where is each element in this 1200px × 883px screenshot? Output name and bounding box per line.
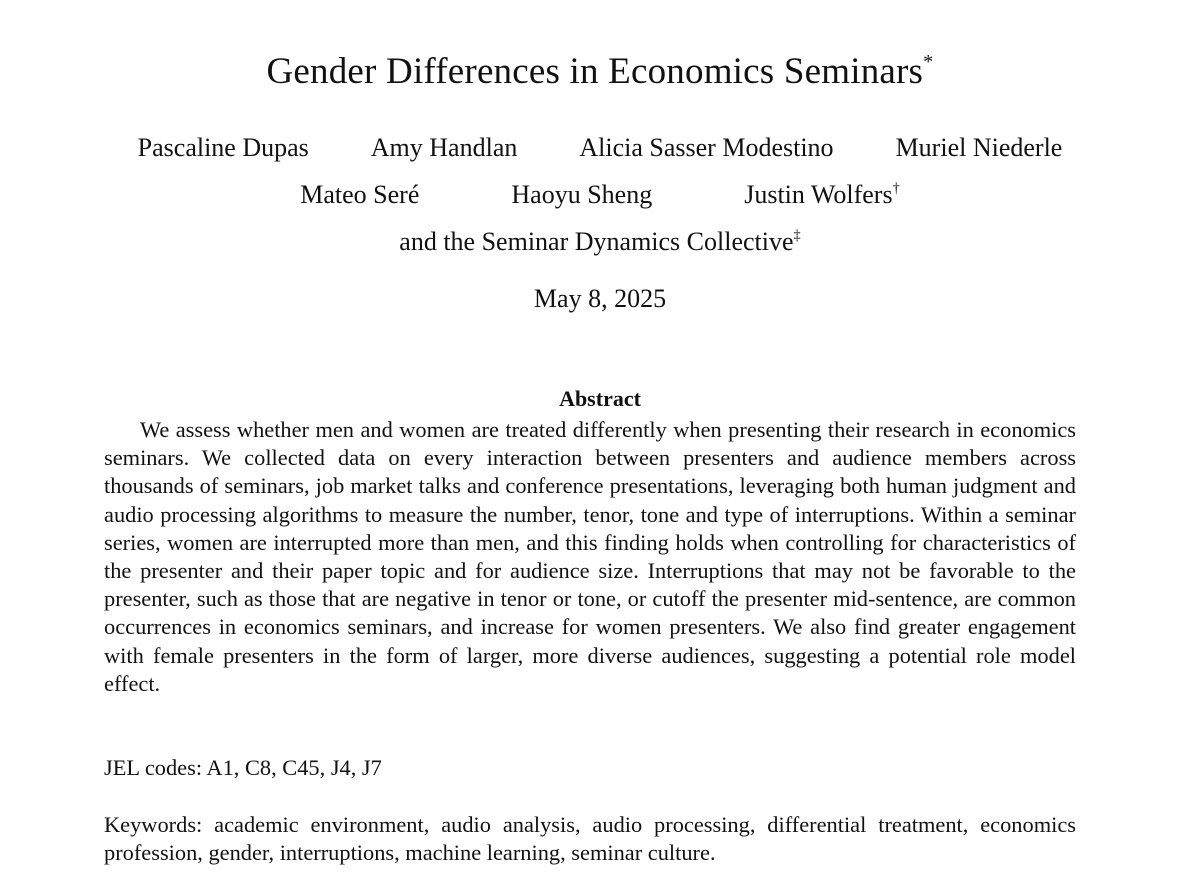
publication-date: May 8, 2025 <box>533 284 667 313</box>
author <box>300 178 419 212</box>
abstract-heading: Abstract <box>559 386 641 411</box>
paper-title <box>0 48 1200 96</box>
keywords-label: Keywords: <box>104 812 203 837</box>
author-name: Pascaline Dupas <box>137 133 309 162</box>
jel-label: JEL codes: <box>104 755 203 780</box>
author-name: Haoyu Sheng <box>511 180 653 209</box>
abstract-text: We assess whether men and women are treated differently when presenting their research in economics seminars. We collected data on every interaction between presenters and audience members across thousands of seminars, job market talks and conference presentations, leveraging both human judgment and audio processing algorithms to measure the number, tenor, tone and type of interruptions. Within a seminar series, women are interrupted more than men, and this finding holds when controlling for characteristics of the presenter and their paper topic and for audience size. Interruptions that may not be favorable to the presenter, such as those that are negative in tenor or tone, or cutoff the presenter mid-sentence, are common occurrences in economics seminars, and increase for women presenters. We also find greater engagement with female presenters in the form of larger, more diverse audiences, suggesting a potential role model effect. <box>104 417 1076 696</box>
jel-codes-value: A1, C8, C45, J4, J7 <box>206 755 382 780</box>
author-footnote-mark: † <box>892 180 900 197</box>
author <box>579 131 833 165</box>
author-name: Justin Wolfers <box>744 180 893 209</box>
author-list-row-2 <box>0 178 1200 212</box>
jel-codes <box>104 754 1076 782</box>
author <box>371 131 518 165</box>
author-name: Muriel Niederle <box>895 133 1063 162</box>
collective-text: and the Seminar Dynamics Collective <box>399 227 794 256</box>
author <box>896 131 1063 165</box>
author-name: Mateo Seré <box>300 180 420 209</box>
author-list-row-1 <box>0 131 1200 165</box>
author-collective <box>0 225 1200 259</box>
author-name: Amy Handlan <box>370 133 518 162</box>
author <box>744 178 900 212</box>
author <box>138 131 309 165</box>
author-name: Alicia Sasser Modestino <box>579 133 834 162</box>
paper-title-text: Gender Differences in Economics Seminars <box>266 51 924 92</box>
collective-footnote-mark: ‡ <box>793 227 801 244</box>
keywords-value: academic environment, audio analysis, audio processing, differential treatment, economics profession, gender, interruptions, machine learning, seminar culture. <box>104 812 1076 866</box>
keywords <box>104 811 1076 867</box>
author <box>511 178 652 212</box>
title-footnote-mark: * <box>923 50 934 73</box>
